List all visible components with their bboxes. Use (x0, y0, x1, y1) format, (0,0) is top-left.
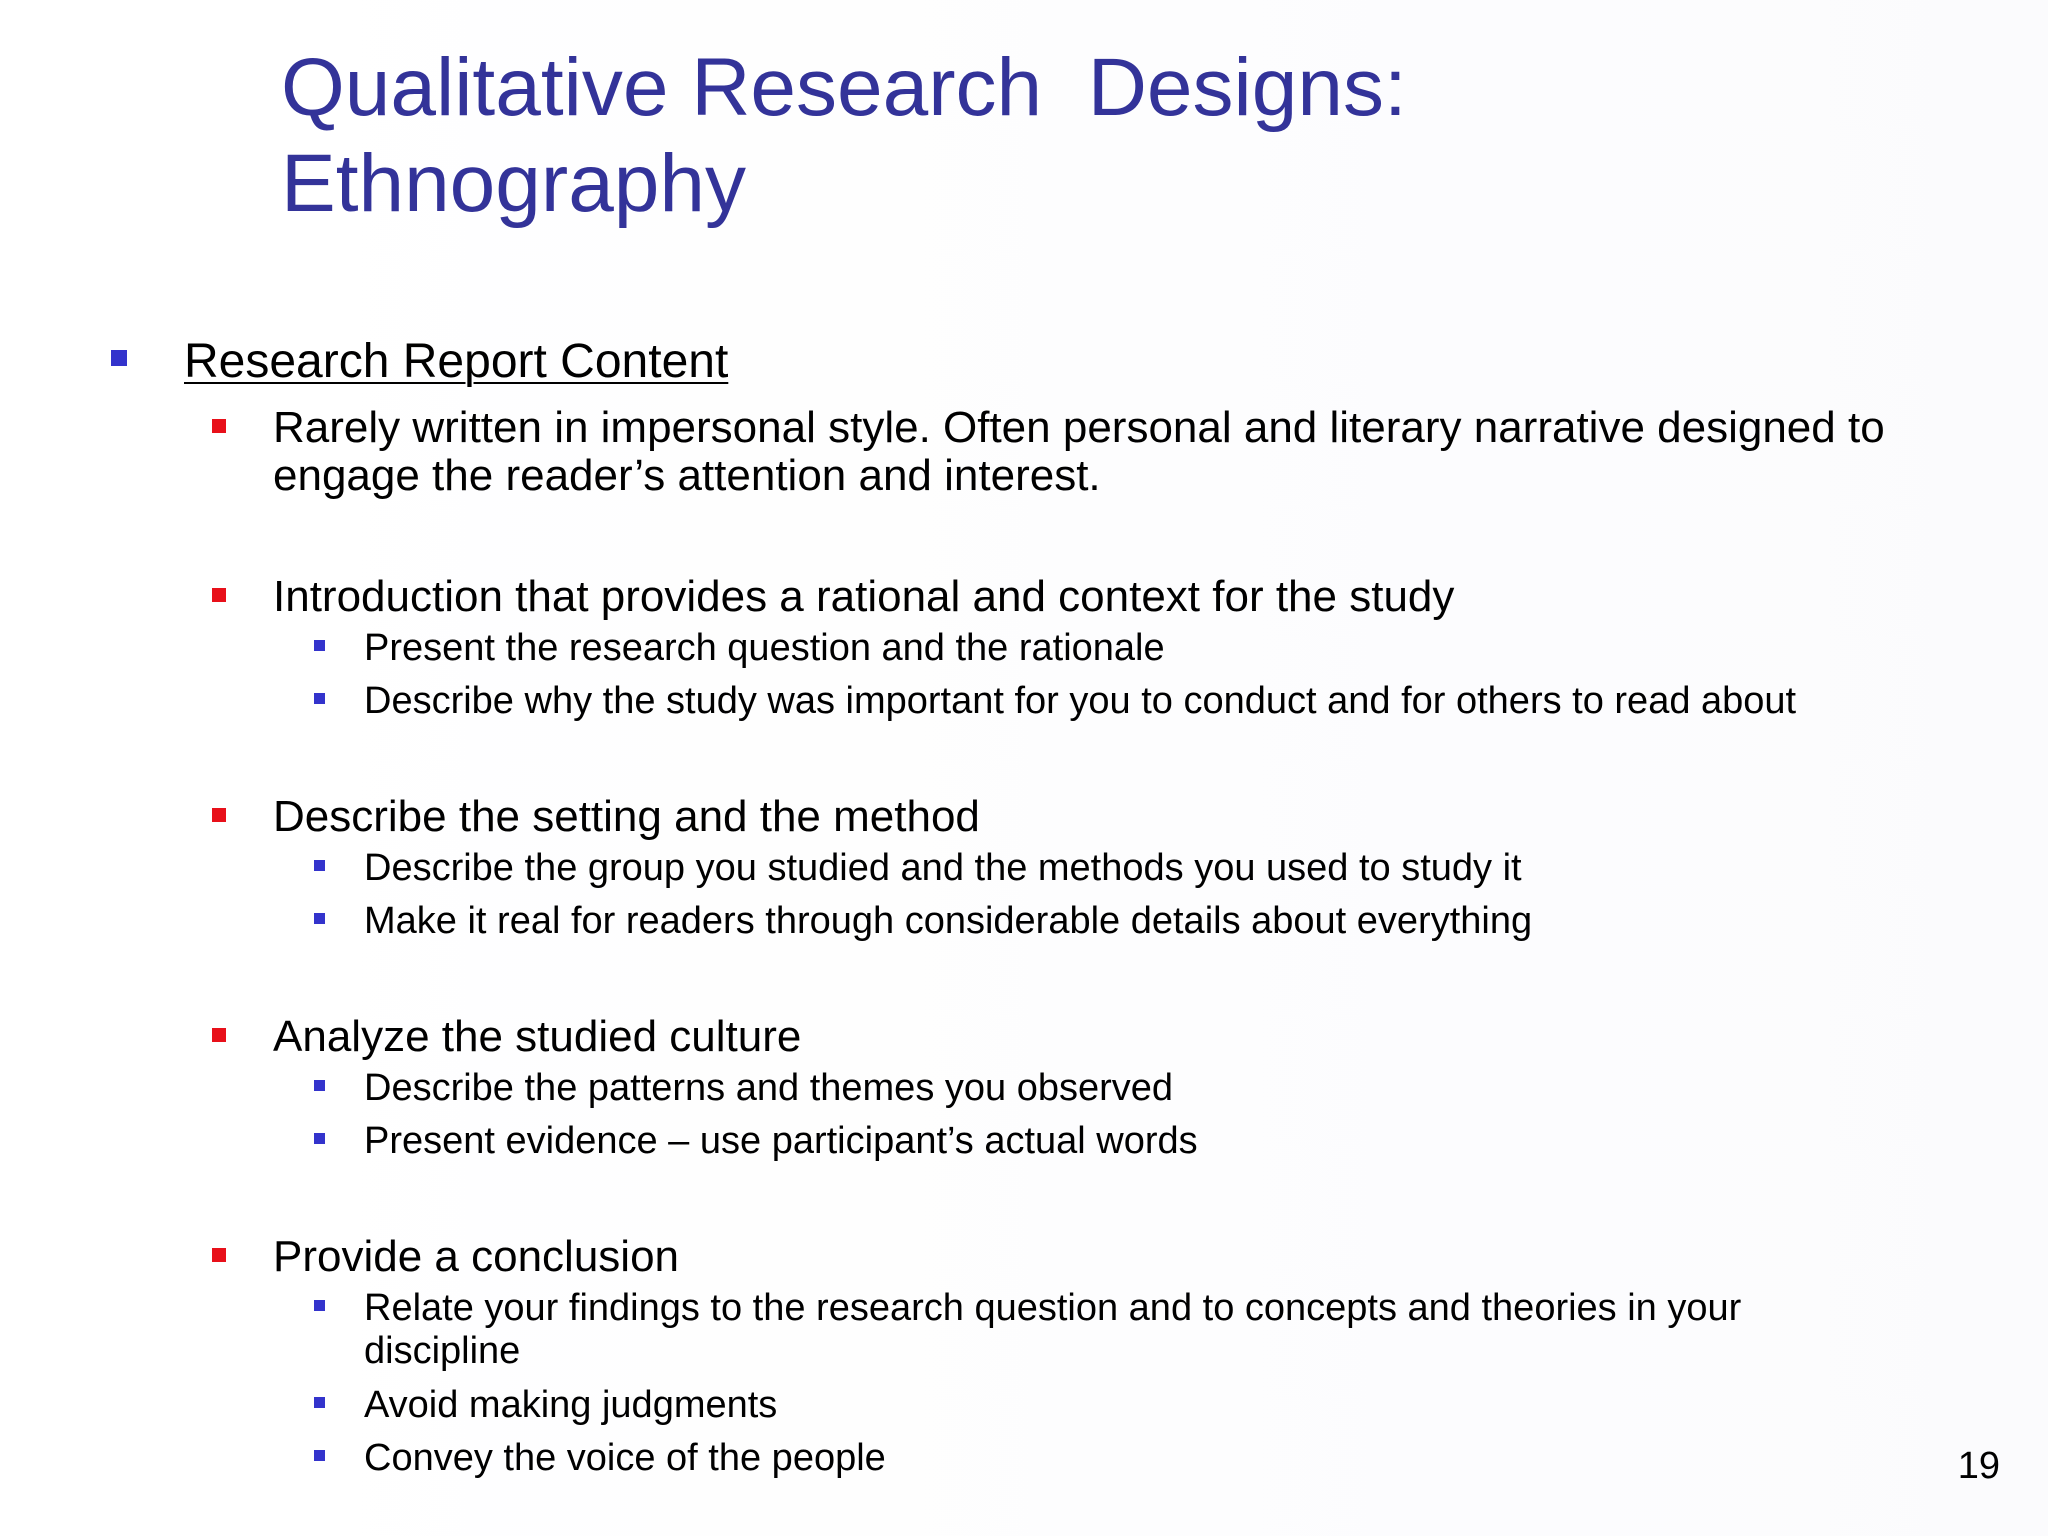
square-bullet-icon (314, 640, 325, 651)
sub-bullet-text: Relate your findings to the research question and to concepts and theories in your discipline (364, 1287, 1742, 1372)
square-bullet-icon (314, 1300, 325, 1311)
square-bullet-icon (314, 1133, 325, 1144)
square-bullet-icon (314, 913, 325, 924)
sub-bullet-text: Convey the voice of the people (364, 1437, 886, 1479)
square-bullet-icon (212, 808, 226, 822)
page-number: 19 (1957, 1445, 2000, 1487)
square-bullet-icon (212, 1028, 226, 1042)
sub-bullet-text: Present evidence – use participant’s actual words (364, 1120, 1198, 1162)
sub-bullet-text: Make it real for readers through considerable details about everything (364, 900, 1533, 942)
sub-bullet-text: Describe why the study was important for you to conduct and for others to read about (364, 680, 1797, 722)
square-bullet-icon (314, 1080, 325, 1091)
square-bullet-icon (212, 1248, 226, 1262)
bullet-text: Describe the setting and the method (273, 792, 980, 841)
sub-bullet-text: Present the research question and the rationale (364, 627, 1165, 669)
sub-bullet-text: Avoid making judgments (364, 1384, 778, 1426)
title-line-2: Ethnography (281, 138, 747, 229)
bullet-text: Introduction that provides a rational and context for the study (273, 572, 1455, 621)
square-bullet-icon (212, 419, 226, 433)
square-bullet-icon (212, 588, 226, 602)
slide-title (281, 40, 1781, 232)
bullet-text: Provide a conclusion (273, 1232, 680, 1281)
square-bullet-icon (314, 1397, 325, 1408)
sub-bullet-text: Describe the group you studied and the methods you used to study it (364, 847, 1522, 889)
section-heading: Research Report Content (184, 335, 729, 388)
heading-row (0, 334, 2048, 394)
square-bullet-icon (111, 350, 127, 366)
bullet-text: Analyze the studied culture (273, 1012, 802, 1061)
square-bullet-icon (314, 1450, 325, 1461)
title-line-1: Qualitative Research Designs: (281, 42, 1407, 133)
square-bullet-icon (314, 693, 325, 704)
bullet-text: Rarely written in impersonal style. Often personal and literary narrative designed to engage the reader’s attention and interest. (273, 403, 1885, 500)
square-bullet-icon (314, 860, 325, 871)
sub-bullet-text: Describe the patterns and themes you observed (364, 1067, 1174, 1109)
